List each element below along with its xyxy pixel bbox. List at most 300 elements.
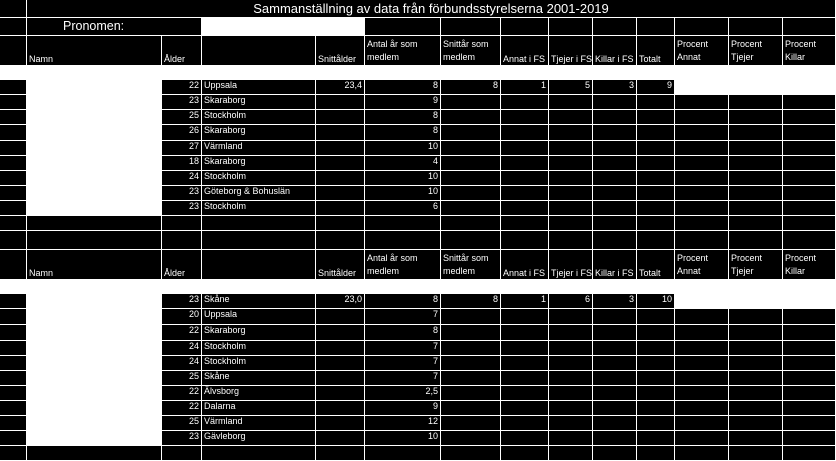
cell[interactable]: [0, 356, 27, 371]
cell[interactable]: [501, 216, 549, 231]
cell[interactable]: [783, 18, 836, 36]
cell[interactable]: [729, 431, 783, 446]
cell[interactable]: [441, 341, 501, 356]
cell[interactable]: [501, 341, 549, 356]
cell[interactable]: [316, 309, 365, 325]
cell[interactable]: [365, 231, 441, 250]
s1-header-totalt: [637, 36, 675, 66]
cell[interactable]: [365, 446, 441, 461]
cell[interactable]: [27, 231, 162, 250]
cell[interactable]: [501, 201, 549, 216]
s1-snittalder-cell[interactable]: 23,4: [316, 80, 365, 95]
s1-years-cell[interactable]: 10: [365, 171, 441, 186]
cell[interactable]: [441, 416, 501, 431]
s2-tjejer-cell[interactable]: 6: [549, 294, 593, 309]
cell[interactable]: [675, 341, 729, 356]
cell[interactable]: [549, 156, 593, 171]
cell[interactable]: [441, 216, 501, 231]
s1-region-cell[interactable]: Stockholm: [202, 171, 316, 186]
s1-region-cell[interactable]: Stockholm: [202, 201, 316, 216]
s2-age-cell[interactable]: 23: [162, 431, 202, 446]
s1-region-cell[interactable]: Skaraborg: [202, 156, 316, 171]
s2-age-cell[interactable]: 25: [162, 371, 202, 386]
cell[interactable]: [549, 325, 593, 341]
cell[interactable]: [729, 371, 783, 386]
cell[interactable]: [0, 0, 27, 18]
cell[interactable]: [729, 201, 783, 216]
cell[interactable]: [441, 186, 501, 201]
s2-age-cell[interactable]: 24: [162, 341, 202, 356]
cell[interactable]: [501, 309, 549, 325]
cell[interactable]: [501, 356, 549, 371]
cell[interactable]: [0, 95, 27, 110]
s1-age-cell[interactable]: 23: [162, 201, 202, 216]
cell[interactable]: [675, 125, 729, 141]
cell[interactable]: [637, 231, 675, 250]
s1-years-cell[interactable]: 8: [365, 125, 441, 141]
cell[interactable]: [316, 341, 365, 356]
cell[interactable]: [202, 216, 316, 231]
s2-snittalder-cell[interactable]: 23,0: [316, 294, 365, 309]
cell[interactable]: [675, 371, 729, 386]
cell[interactable]: [0, 231, 27, 250]
cell[interactable]: [0, 201, 27, 216]
s2-region-cell[interactable]: Skåne: [202, 294, 316, 309]
cell[interactable]: [593, 141, 637, 156]
cell[interactable]: [0, 325, 27, 341]
cell[interactable]: [593, 325, 637, 341]
cell[interactable]: [593, 216, 637, 231]
cell[interactable]: [441, 356, 501, 371]
cell[interactable]: [637, 201, 675, 216]
s1-annat-cell[interactable]: 1: [501, 80, 549, 95]
cell[interactable]: [729, 186, 783, 201]
cell[interactable]: [675, 156, 729, 171]
cell[interactable]: [783, 95, 836, 110]
cell[interactable]: [593, 309, 637, 325]
cell[interactable]: [729, 356, 783, 371]
cell[interactable]: [501, 231, 549, 250]
cell[interactable]: [593, 416, 637, 431]
cell[interactable]: [316, 446, 365, 461]
cell[interactable]: [593, 201, 637, 216]
s1-totalt-cell[interactable]: 9: [637, 80, 675, 95]
cell[interactable]: [783, 156, 836, 171]
s1-region-cell[interactable]: Skaraborg: [202, 125, 316, 141]
s2-age-cell[interactable]: 22: [162, 401, 202, 416]
s1-region-cell[interactable]: Stockholm: [202, 110, 316, 125]
s2-region-cell[interactable]: Skaraborg: [202, 325, 316, 341]
cell[interactable]: [637, 371, 675, 386]
cell[interactable]: [593, 186, 637, 201]
cell[interactable]: [316, 216, 365, 231]
cell[interactable]: [162, 216, 202, 231]
cell[interactable]: [202, 231, 316, 250]
cell[interactable]: [501, 18, 549, 36]
cell[interactable]: [0, 125, 27, 141]
s2-years-cell[interactable]: 7: [365, 356, 441, 371]
cell[interactable]: [675, 401, 729, 416]
cell[interactable]: [675, 141, 729, 156]
cell[interactable]: [783, 401, 836, 416]
s1-snittar-cell[interactable]: 8: [441, 80, 501, 95]
cell[interactable]: [0, 431, 27, 446]
cell[interactable]: [501, 125, 549, 141]
cell[interactable]: [0, 18, 27, 36]
cell[interactable]: [316, 125, 365, 141]
cell[interactable]: [501, 171, 549, 186]
s1-age-cell[interactable]: 22: [162, 80, 202, 95]
cell[interactable]: [729, 341, 783, 356]
cell[interactable]: [637, 110, 675, 125]
cell[interactable]: [783, 325, 836, 341]
cell[interactable]: [593, 386, 637, 401]
s1-region-cell[interactable]: Värmland: [202, 141, 316, 156]
cell[interactable]: [783, 416, 836, 431]
cell[interactable]: [637, 416, 675, 431]
cell[interactable]: [729, 325, 783, 341]
cell[interactable]: [637, 95, 675, 110]
s2-years-cell[interactable]: 12: [365, 416, 441, 431]
cell[interactable]: [637, 216, 675, 231]
cell[interactable]: [501, 416, 549, 431]
cell[interactable]: [0, 156, 27, 171]
cell[interactable]: [675, 431, 729, 446]
cell[interactable]: [549, 386, 593, 401]
cell[interactable]: [593, 431, 637, 446]
cell[interactable]: [441, 231, 501, 250]
cell[interactable]: [549, 341, 593, 356]
cell[interactable]: [637, 156, 675, 171]
cell[interactable]: [549, 171, 593, 186]
s1-age-cell[interactable]: 25: [162, 110, 202, 125]
s1-killar-cell[interactable]: 3: [593, 80, 637, 95]
s2-region-cell[interactable]: Skåne: [202, 371, 316, 386]
cell[interactable]: [783, 309, 836, 325]
cell[interactable]: [441, 431, 501, 446]
cell[interactable]: [0, 171, 27, 186]
cell[interactable]: [501, 401, 549, 416]
cell[interactable]: [783, 216, 836, 231]
cell[interactable]: [637, 325, 675, 341]
cell[interactable]: [27, 216, 162, 231]
cell[interactable]: [0, 386, 27, 401]
cell[interactable]: [316, 356, 365, 371]
s2-years-cell[interactable]: 8: [365, 294, 441, 309]
cell[interactable]: [316, 156, 365, 171]
cell[interactable]: [729, 125, 783, 141]
cell[interactable]: [365, 18, 441, 36]
cell[interactable]: [316, 371, 365, 386]
cell[interactable]: [675, 186, 729, 201]
cell[interactable]: [27, 446, 162, 461]
cell[interactable]: [316, 416, 365, 431]
cell[interactable]: [441, 309, 501, 325]
cell[interactable]: [441, 325, 501, 341]
cell[interactable]: [0, 416, 27, 431]
cell[interactable]: [441, 18, 501, 36]
s1-years-cell[interactable]: 8: [365, 80, 441, 95]
s1-namn-block[interactable]: [27, 80, 162, 216]
s2-age-cell[interactable]: 22: [162, 325, 202, 341]
cell[interactable]: [637, 431, 675, 446]
cell[interactable]: [675, 171, 729, 186]
s2-totalt-cell[interactable]: 10: [637, 294, 675, 309]
cell[interactable]: [783, 386, 836, 401]
s2-region-cell[interactable]: Älvsborg: [202, 386, 316, 401]
cell[interactable]: [729, 386, 783, 401]
s2-years-cell[interactable]: 7: [365, 341, 441, 356]
cell[interactable]: [783, 341, 836, 356]
cell[interactable]: [729, 446, 783, 461]
s1-age-cell[interactable]: 18: [162, 156, 202, 171]
cell[interactable]: [783, 431, 836, 446]
cell[interactable]: [316, 231, 365, 250]
cell[interactable]: [0, 401, 27, 416]
cell[interactable]: [593, 401, 637, 416]
cell[interactable]: [549, 216, 593, 231]
s1-age-cell[interactable]: 23: [162, 186, 202, 201]
s2-age-cell[interactable]: 25: [162, 416, 202, 431]
s1-region-cell[interactable]: Uppsala: [202, 80, 316, 95]
cell[interactable]: [441, 171, 501, 186]
cell[interactable]: [593, 371, 637, 386]
cell[interactable]: [0, 446, 27, 461]
cell[interactable]: [637, 356, 675, 371]
cell[interactable]: [729, 171, 783, 186]
cell[interactable]: [729, 141, 783, 156]
s2-age-cell[interactable]: 23: [162, 294, 202, 309]
cell[interactable]: [675, 356, 729, 371]
s1-age-cell[interactable]: 23: [162, 95, 202, 110]
cell[interactable]: [549, 110, 593, 125]
cell[interactable]: [316, 141, 365, 156]
cell[interactable]: [549, 431, 593, 446]
cell[interactable]: [593, 156, 637, 171]
s2-killar-cell[interactable]: 3: [593, 294, 637, 309]
cell[interactable]: [0, 216, 27, 231]
cell[interactable]: [0, 186, 27, 201]
cell[interactable]: [549, 141, 593, 156]
cell[interactable]: [501, 446, 549, 461]
cell[interactable]: [675, 325, 729, 341]
s1-age-cell[interactable]: 24: [162, 171, 202, 186]
cell[interactable]: [675, 201, 729, 216]
s2-snittar-cell[interactable]: 8: [441, 294, 501, 309]
cell[interactable]: [593, 231, 637, 250]
cell[interactable]: [783, 201, 836, 216]
cell[interactable]: [637, 446, 675, 461]
cell[interactable]: [549, 446, 593, 461]
s2-age-cell[interactable]: 22: [162, 386, 202, 401]
s2-age-cell[interactable]: 24: [162, 356, 202, 371]
cell[interactable]: [441, 201, 501, 216]
cell[interactable]: [675, 110, 729, 125]
cell[interactable]: [729, 309, 783, 325]
s2-years-cell[interactable]: 8: [365, 325, 441, 341]
cell[interactable]: [783, 141, 836, 156]
cell[interactable]: [637, 386, 675, 401]
cell[interactable]: [729, 231, 783, 250]
s2-region-cell[interactable]: Stockholm: [202, 356, 316, 371]
cell[interactable]: [729, 156, 783, 171]
cell[interactable]: [316, 186, 365, 201]
s1-region-cell[interactable]: Skaraborg: [202, 95, 316, 110]
cell[interactable]: [0, 294, 27, 309]
cell[interactable]: [637, 141, 675, 156]
cell[interactable]: [441, 110, 501, 125]
cell[interactable]: [316, 386, 365, 401]
cell[interactable]: [675, 95, 729, 110]
cell[interactable]: [783, 125, 836, 141]
cell[interactable]: [316, 110, 365, 125]
s2-region-cell[interactable]: Dalarna: [202, 401, 316, 416]
cell[interactable]: [783, 110, 836, 125]
cell[interactable]: [501, 186, 549, 201]
cell[interactable]: [316, 325, 365, 341]
cell[interactable]: [365, 216, 441, 231]
cell[interactable]: [593, 171, 637, 186]
cell[interactable]: [593, 18, 637, 36]
s2-years-cell[interactable]: 2,5: [365, 386, 441, 401]
s1-years-cell[interactable]: 10: [365, 141, 441, 156]
cell[interactable]: [593, 95, 637, 110]
cell[interactable]: [729, 216, 783, 231]
cell[interactable]: [549, 416, 593, 431]
cell[interactable]: [316, 171, 365, 186]
s1-percent-block[interactable]: [675, 80, 836, 95]
cell[interactable]: [0, 341, 27, 356]
cell[interactable]: [316, 95, 365, 110]
s2-age-cell[interactable]: 20: [162, 309, 202, 325]
cell[interactable]: [675, 216, 729, 231]
s1-years-cell[interactable]: 9: [365, 95, 441, 110]
cell[interactable]: [675, 231, 729, 250]
cell[interactable]: [316, 431, 365, 446]
cell[interactable]: [729, 18, 783, 36]
cell[interactable]: [675, 446, 729, 461]
cell[interactable]: [202, 446, 316, 461]
cell[interactable]: [675, 309, 729, 325]
cell[interactable]: [637, 309, 675, 325]
s2-percent-block[interactable]: [675, 294, 836, 309]
s2-namn-block[interactable]: [27, 294, 162, 446]
cell[interactable]: [637, 125, 675, 141]
s1-age-cell[interactable]: 26: [162, 125, 202, 141]
cell[interactable]: [441, 156, 501, 171]
cell[interactable]: [441, 141, 501, 156]
cell[interactable]: [441, 446, 501, 461]
cell[interactable]: [783, 371, 836, 386]
cell[interactable]: [549, 371, 593, 386]
cell[interactable]: [162, 231, 202, 250]
s2-region-cell[interactable]: Gävleborg: [202, 431, 316, 446]
cell[interactable]: [501, 371, 549, 386]
cell[interactable]: [549, 201, 593, 216]
cell[interactable]: [783, 171, 836, 186]
cell[interactable]: [549, 356, 593, 371]
s2-region-cell[interactable]: Stockholm: [202, 341, 316, 356]
cell[interactable]: [0, 80, 27, 95]
pronomen-input[interactable]: [202, 18, 365, 36]
cell[interactable]: [637, 18, 675, 36]
cell[interactable]: [729, 416, 783, 431]
cell[interactable]: [549, 309, 593, 325]
cell[interactable]: [783, 356, 836, 371]
s2-years-cell[interactable]: 10: [365, 431, 441, 446]
cell[interactable]: [675, 386, 729, 401]
cell[interactable]: [593, 446, 637, 461]
cell[interactable]: [441, 401, 501, 416]
cell[interactable]: [593, 356, 637, 371]
cell[interactable]: [441, 371, 501, 386]
cell[interactable]: [593, 110, 637, 125]
cell[interactable]: [501, 325, 549, 341]
s2-region-cell[interactable]: Värmland: [202, 416, 316, 431]
cell[interactable]: [783, 231, 836, 250]
cell[interactable]: [0, 141, 27, 156]
cell[interactable]: [501, 386, 549, 401]
cell[interactable]: [637, 401, 675, 416]
s2-years-cell[interactable]: 7: [365, 371, 441, 386]
cell[interactable]: [0, 110, 27, 125]
s1-region-cell[interactable]: Göteborg & Bohuslän: [202, 186, 316, 201]
s1-tjejer-cell[interactable]: 5: [549, 80, 593, 95]
cell[interactable]: [162, 446, 202, 461]
s1-years-cell[interactable]: 6: [365, 201, 441, 216]
cell[interactable]: [0, 371, 27, 386]
cell[interactable]: [549, 18, 593, 36]
cell[interactable]: [501, 156, 549, 171]
cell[interactable]: [501, 431, 549, 446]
cell[interactable]: [501, 110, 549, 125]
cell[interactable]: [675, 416, 729, 431]
s1-years-cell[interactable]: 8: [365, 110, 441, 125]
cell[interactable]: [441, 125, 501, 141]
cell[interactable]: [0, 309, 27, 325]
cell[interactable]: [549, 186, 593, 201]
cell[interactable]: [783, 446, 836, 461]
cell[interactable]: [637, 171, 675, 186]
cell[interactable]: [593, 341, 637, 356]
s2-region-cell[interactable]: Uppsala: [202, 309, 316, 325]
s2-years-cell[interactable]: 9: [365, 401, 441, 416]
cell[interactable]: [316, 201, 365, 216]
cell[interactable]: [501, 95, 549, 110]
cell[interactable]: [549, 231, 593, 250]
cell[interactable]: [549, 95, 593, 110]
s2-years-cell[interactable]: 7: [365, 309, 441, 325]
cell[interactable]: [729, 401, 783, 416]
cell[interactable]: [501, 141, 549, 156]
s1-years-cell[interactable]: 10: [365, 186, 441, 201]
cell[interactable]: [549, 401, 593, 416]
s1-years-cell[interactable]: 4: [365, 156, 441, 171]
cell[interactable]: [593, 125, 637, 141]
cell[interactable]: [441, 95, 501, 110]
cell[interactable]: [637, 341, 675, 356]
cell[interactable]: [783, 186, 836, 201]
cell[interactable]: [675, 18, 729, 36]
cell[interactable]: [441, 386, 501, 401]
s2-annat-cell[interactable]: 1: [501, 294, 549, 309]
cell[interactable]: [637, 186, 675, 201]
s1-age-cell[interactable]: 27: [162, 141, 202, 156]
cell[interactable]: [316, 401, 365, 416]
cell[interactable]: [549, 125, 593, 141]
cell[interactable]: [729, 95, 783, 110]
cell[interactable]: [729, 110, 783, 125]
